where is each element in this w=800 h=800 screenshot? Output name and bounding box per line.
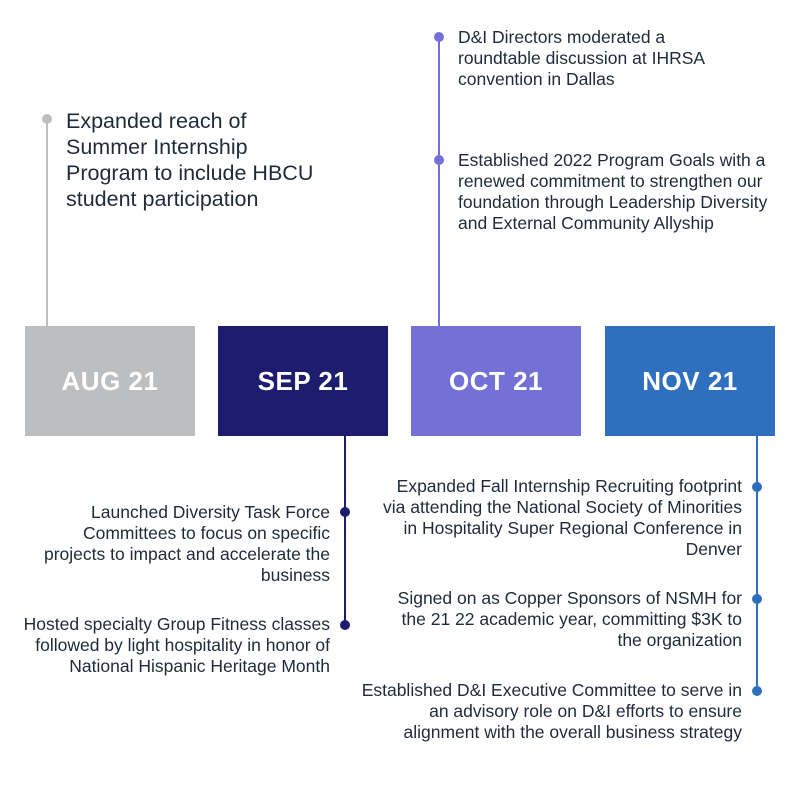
sep-event-dot-1 bbox=[340, 507, 350, 517]
month-block-sep: SEP 21 bbox=[218, 326, 388, 436]
sep-event-1: Launched Diversity Task Force Committees to focus on specific projects to impact and accelerate the business bbox=[44, 502, 330, 585]
oct-event-dot-2 bbox=[434, 155, 444, 165]
sep-event-2: Hosted specialty Group Fitness classes followed by light hospitality in honor of National Hispanic Heritage Month bbox=[23, 614, 330, 676]
nov-event-3: Established D&I Executive Committee to serve in an advisory role on D&I efforts to ensure alignment with the overall business strategy bbox=[361, 680, 742, 742]
nov-event-1: Expanded Fall Internship Recruiting footprint via attending the National Society of Minorities in Hospitality Super Regional Conference in Denver bbox=[383, 476, 742, 559]
oct-event-dot-1 bbox=[434, 32, 444, 42]
nov-event-dot-1 bbox=[752, 482, 762, 492]
oct-connector-line bbox=[438, 37, 440, 326]
month-block-aug: AUG 21 bbox=[25, 326, 195, 436]
oct-event-2: Established 2022 Program Goals with a renewed commitment to strengthen our foundation through Leadership Diversity and External Community Allyship bbox=[458, 150, 768, 233]
nov-event-dot-3 bbox=[752, 686, 762, 696]
nov-event-2: Signed on as Copper Sponsors of NSMH for the 21 22 academic year, committing $3K to the organization bbox=[397, 588, 742, 650]
sep-event-dot-2 bbox=[340, 620, 350, 630]
sep-connector-line bbox=[344, 436, 346, 625]
aug-event-1: Expanded reach of Summer Internship Program to include HBCU student participation bbox=[66, 109, 314, 211]
aug-connector-line bbox=[46, 119, 48, 326]
nov-event-dot-2 bbox=[752, 594, 762, 604]
month-block-oct: OCT 21 bbox=[411, 326, 581, 436]
aug-event-dot bbox=[42, 114, 52, 124]
nov-connector-line bbox=[756, 436, 758, 691]
month-block-nov: NOV 21 bbox=[605, 326, 775, 436]
oct-event-1: D&I Directors moderated a roundtable discussion at IHRSA convention in Dallas bbox=[458, 27, 705, 89]
